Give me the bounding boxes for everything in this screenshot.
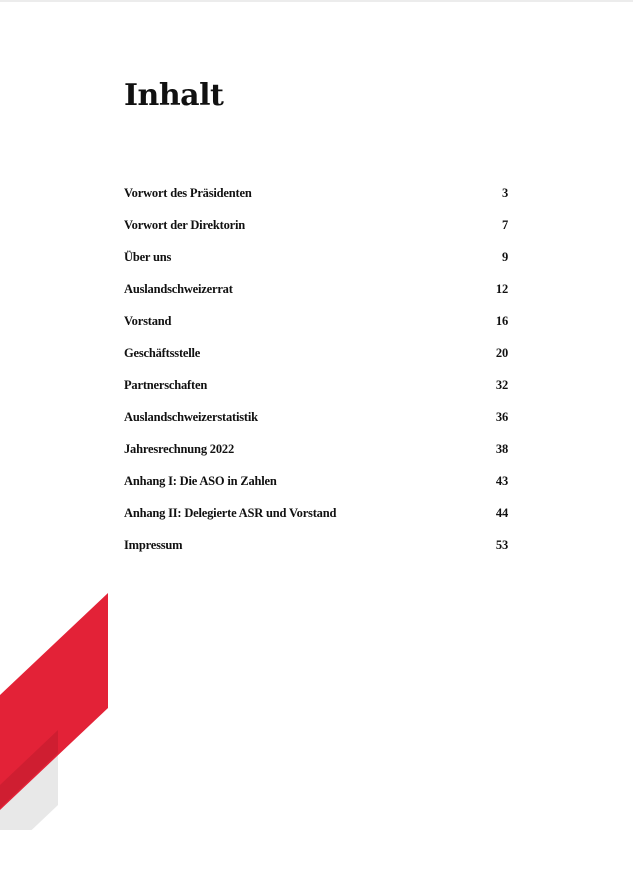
toc-entry[interactable]: [124, 282, 508, 314]
toc-entry-page: 12: [495, 282, 508, 296]
toc-entry[interactable]: [124, 314, 508, 346]
page-top-border: [0, 0, 633, 2]
toc-entry-label: Anhang II: Delegierte ASR und Vorstand: [124, 506, 337, 520]
toc-entry-label: Partnerschaften: [124, 378, 208, 392]
toc-entry[interactable]: [124, 538, 508, 570]
toc-entry[interactable]: [124, 186, 508, 218]
toc-entry-label: Jahresrechnung 2022: [124, 442, 234, 456]
toc-entry[interactable]: [124, 410, 508, 442]
toc-entry[interactable]: [124, 474, 508, 506]
toc-entry-label: Vorwort des Präsidenten: [124, 186, 252, 200]
page-title: Inhalt: [124, 78, 224, 113]
toc-entry-page: 32: [495, 378, 508, 392]
toc-entry-label: Auslandschweizerrat: [124, 282, 233, 296]
toc-entry-page: 38: [495, 442, 508, 456]
toc-entry-page: 16: [495, 314, 508, 328]
toc-entry-page: 9: [501, 250, 508, 264]
toc-entry[interactable]: [124, 346, 508, 378]
toc-entry-page: 3: [501, 186, 508, 200]
toc-entry[interactable]: [124, 218, 508, 250]
toc-entry-page: 36: [495, 410, 508, 424]
toc-entry-page: 7: [501, 218, 508, 232]
toc-entry-label: Auslandschweizerstatistik: [124, 410, 258, 424]
toc-entry-page: 20: [495, 346, 508, 360]
toc-entry-label: Vorstand: [124, 314, 172, 328]
toc-entry-label: Geschäftsstelle: [124, 346, 201, 360]
toc-entry-page: 44: [495, 506, 508, 520]
table-of-contents: [124, 186, 508, 570]
toc-entry-page: 43: [495, 474, 508, 488]
toc-entry-label: Impressum: [124, 538, 183, 552]
toc-entry-page: 53: [495, 538, 508, 552]
toc-entry[interactable]: [124, 442, 508, 474]
toc-entry-label: Über uns: [124, 250, 172, 264]
toc-entry[interactable]: [124, 506, 508, 538]
decorative-diagonal-stripes: [0, 590, 110, 830]
toc-entry[interactable]: [124, 378, 508, 410]
toc-entry-label: Vorwort der Direktorin: [124, 218, 246, 232]
toc-entry-label: Anhang I: Die ASO in Zahlen: [124, 474, 277, 488]
toc-entry[interactable]: [124, 250, 508, 282]
